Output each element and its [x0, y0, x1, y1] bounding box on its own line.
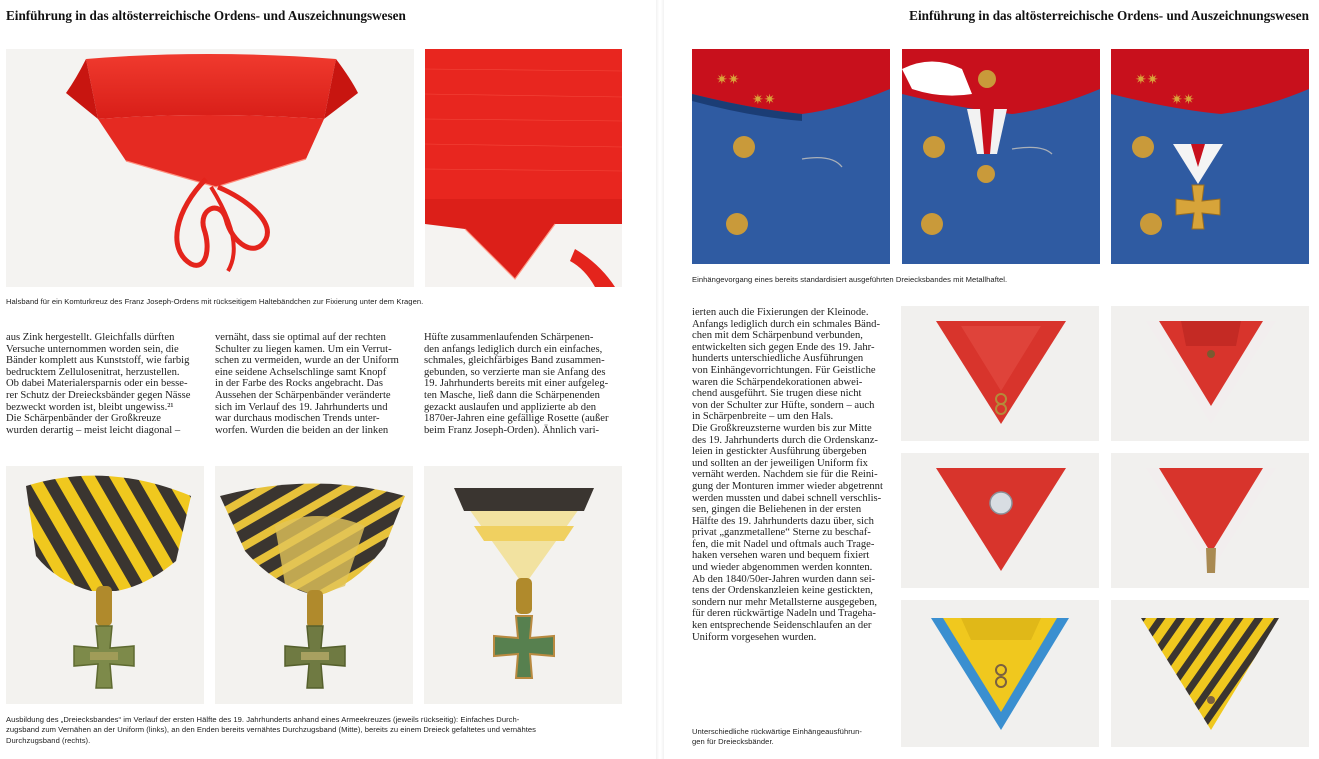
armeekreuz-ribbon-sewn — [215, 466, 413, 704]
uniform-without-medal — [692, 49, 890, 264]
bottom-photo-caption: Ausbildung des „Dreiecksbandes“ im Verlauf der ersten Hälfte des 19. Jahrhunderts anhand eines Armeekreuzes (jeweils rückseitig): Einfaches Durch- zugsband zum Vernähen an der Uniform (links), an den Enden bereits vernähtes Durchzugsband (Mitte), bereits zu einem Dreieck gefaltetes und vernähtes Durchzugsband (rechts). — [6, 715, 537, 745]
red-triangle-with-button — [901, 453, 1099, 588]
right-running-head: Einführung in das altösterreichische Ordens- und Auszeichnungswesen — [909, 8, 1309, 23]
photo-triangle-yellow-2 — [1111, 600, 1309, 747]
yellow-blue-triangle-with-hook — [901, 600, 1099, 747]
photo-armeekreuz-left — [6, 466, 204, 704]
left-running-head: Einführung in das altösterreichische Ordens- und Auszeichnungswesen — [6, 8, 406, 23]
yellow-black-triangle-with-hook — [1111, 600, 1309, 747]
sash-full-illustration — [6, 49, 414, 287]
uniform-hanging-medal — [902, 49, 1100, 264]
photo-triangle-red-4 — [1111, 453, 1309, 588]
text-column-3: Hüfte zusammenlaufenden Schärpenen- den anfangs lediglich durch ein einfaches, schmales, gleichfärbiges Band zusammen- gebunden, so verzierte man sie Anfang des 19. Jahrhunderts bereits mit einer aufgeleg- ten Masche, ließ dann die Schärpenenden gezackt auslaufen und applizierte ab den 1870er-Jahren eine gefällige Rosette (außer beim Franz Joseph-Orden). Ähnlich vari- — [424, 332, 609, 436]
armeekreuz-ribbon-triangle — [424, 466, 622, 704]
book-gutter — [656, 0, 664, 759]
armeekreuz-ribbon-unfolded — [6, 466, 204, 704]
right-page — [664, 0, 1319, 759]
top-photo-caption: Halsband für ein Komturkreuz des Franz Joseph-Ordens mit rückseitigem Haltebändchen zur Fixierung unter dem Kragen. — [6, 297, 424, 306]
sash-detail-illustration — [425, 49, 622, 287]
uniform-caption: Einhängevorgang eines bereits standardisiert ausgeführten Dreiecksbandes mit Metallhaftel. — [692, 275, 1008, 284]
photo-triangle-red-1 — [901, 306, 1099, 441]
text-column-1: aus Zink hergestellt. Gleichfalls dürften Versuche unternommen worden sein, die Bänder komplett aus Kunststoff, wie farbig bedrucktem Zellulosenitrat, herzustellen. Ob dabei Materialersparnis oder ein besse- rer Schutz der Dreiecksbänder gegen Nässe bezweckt worden ist, bleibt ungewiss.²¹ Die Schärpenbänder der Großkreuze wurden derartig – meist leicht diagonal – — [6, 332, 191, 436]
red-triangle-with-hook — [901, 306, 1099, 441]
photo-sash-detail — [425, 49, 622, 287]
photo-sash-full — [6, 49, 414, 287]
photo-armeekreuz-right — [424, 466, 622, 704]
photo-uniform-step-1 — [692, 49, 890, 264]
photo-triangle-red-3 — [901, 453, 1099, 588]
photo-triangle-yellow-1 — [901, 600, 1099, 747]
text-column-2: vernäht, dass sie optimal auf der rechten Schulter zu liegen kamen. Um ein Verrut- schen zu vermeiden, wurde an der Uniform eine seidene Achselschlinge samt Knopf in der Farbe des Rocks angebracht. Das Aussehen der Schärpenbänder veränderte sich im Verlauf des 19. Jahrhunderts und war durchaus modischen Trends unter- worfen. Wurden die beiden an der linken — [215, 332, 399, 436]
photo-uniform-step-3 — [1111, 49, 1309, 264]
uniform-with-medal — [1111, 49, 1309, 264]
svg-text:✷✷: ✷✷ — [1171, 92, 1195, 108]
svg-text:✷✷: ✷✷ — [752, 92, 776, 108]
photo-armeekreuz-middle — [215, 466, 413, 704]
left-page — [0, 0, 655, 759]
text-column-right: ierten auch die Fixierungen der Kleinode. Anfangs lediglich durch ein schmales Bänd- chen mit dem Schärpenbund verbunden, entwickelten sich gegen Ende des 19. Jahr- hunderts unterschiedliche Ausführungen von Einhängevorrichtungen. Für Geistliche waren die Schärpendekorationen abwei- chend ausgeführt. Sie trugen diese nicht von der Schulter zur Hüfte, sondern – auch in Schärpenbreite – um den Hals. Die Großkreuzsterne wurden bis zur Mitte des 19. Jahrhunderts durch die Ordenskanz- leien in gestickter Ausführung übergeben und sollten an der jeweiligen Uniform fix vernäht werden. Nachdem sie für die Reini- gung der Monturen immer wieder abgetrennt werden mussten und dabei schnell verschlis- sen, gingen die Beliehenen in der ersten Hälfte des 19. Jahrhunderts dazu über, sich privat „ganzmetallene“ Sterne zu beschaf- fen, die mit Nadel und oftmals auch Trage- haken versehen waren und bequem fixiert und wieder abgenommen werden konnten. Ab den 1840/50er-Jahren wurden dann sei- tens der Ordenskanzleien keine gestickten, sondern nur mehr Metallsterne ausgegeben, für deren rückwärtige Nadeln und Trageha- ken entsprechende Seidenschlaufen an der Uniform vorgesehen wurden. — [692, 307, 883, 643]
svg-text:✷✷: ✷✷ — [1135, 72, 1159, 88]
svg-text:✷✷: ✷✷ — [716, 72, 740, 88]
photo-triangle-red-2 — [1111, 306, 1309, 441]
photo-uniform-step-2 — [902, 49, 1100, 264]
triangle-grid-caption: Unterschiedliche rückwärtige Einhängeausführun- gen für Dreiecksbänder. — [692, 727, 862, 747]
red-white-triangle-with-loop — [1111, 453, 1309, 588]
red-white-triangle-with-hook — [1111, 306, 1309, 441]
